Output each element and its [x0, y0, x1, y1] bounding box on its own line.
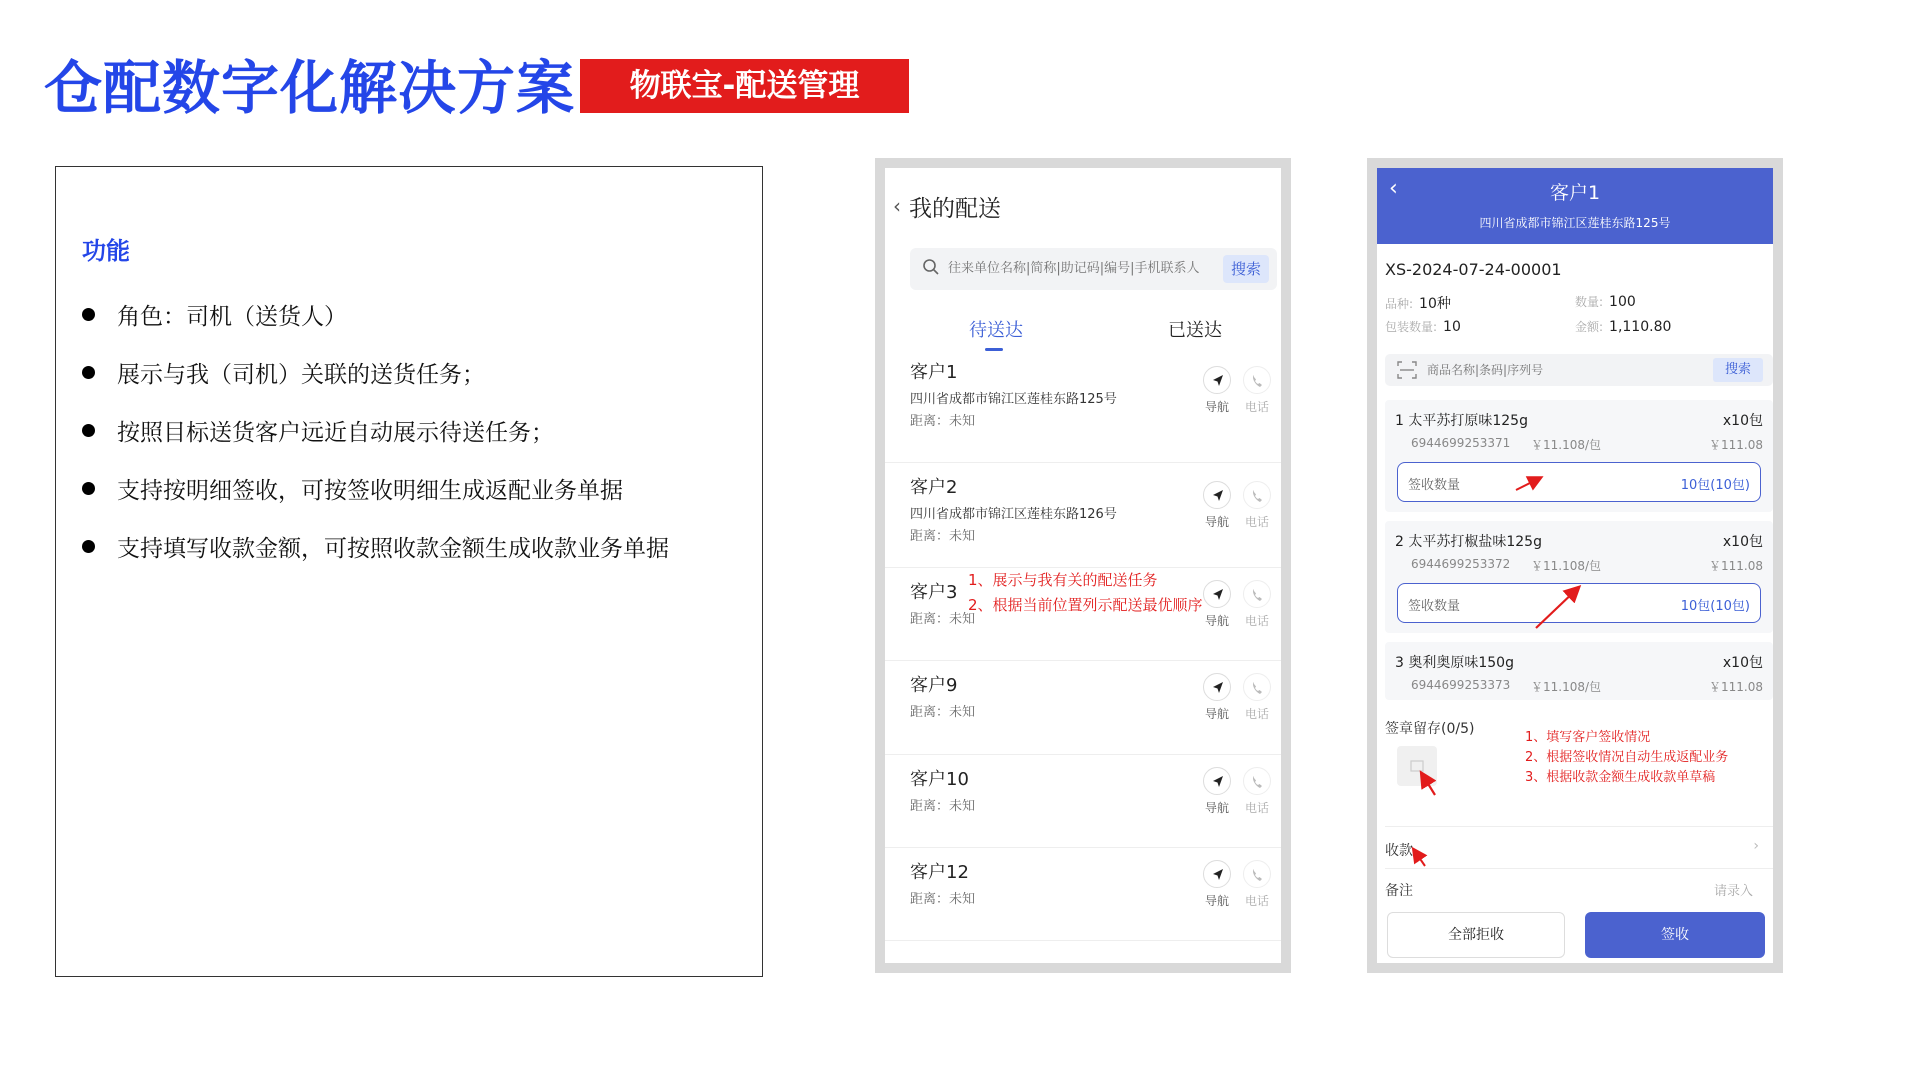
- navigate-label: 导航: [1204, 614, 1229, 628]
- call-label: 电话: [1244, 894, 1269, 908]
- customer-distance: 距离：未知: [910, 414, 976, 429]
- order-number: XS-2024-07-24-00001: [1385, 260, 1562, 279]
- chevron-left-icon[interactable]: ‹: [893, 194, 901, 218]
- feature-item: 角色：司机（送货人）: [82, 285, 669, 343]
- meta-pack: 包装数量: 10: [1385, 319, 1461, 335]
- page-title: 仓配数字化解决方案: [44, 54, 576, 122]
- meta-quantity: 数量: 100: [1575, 294, 1636, 310]
- navigate-label: 导航: [1204, 801, 1229, 815]
- customer-name: 客户2: [910, 477, 958, 498]
- call-label: 电话: [1244, 515, 1269, 529]
- remark-input[interactable]: 请录入: [1713, 884, 1753, 899]
- customer-distance: 距离：未知: [910, 612, 976, 627]
- product-row: 2 太平苏打椒盐味125g x10包 6944699253372 ￥11.108/包 ￥111.08 签收数量 10包(10包): [1385, 521, 1773, 633]
- navigate-label: 导航: [1204, 707, 1229, 721]
- product-row: 3 奥利奥原味150g x10包 6944699253373 ￥11.108/包 ￥111.08: [1385, 642, 1773, 700]
- list-title: 我的配送: [909, 196, 1001, 222]
- feature-item: 支持按明细签收，可按签收明细生成返配业务单据: [82, 459, 669, 517]
- customer-name: 客户10: [910, 769, 969, 790]
- customer-address: 四川省成都市锦江区莲桂东路125号: [910, 392, 1117, 407]
- chevron-right-icon[interactable]: ›: [1753, 838, 1759, 854]
- call-label: 电话: [1244, 707, 1269, 721]
- product-row: 1 太平苏打原味125g x10包 6944699253371 ￥11.108/包 ￥111.08 签收数量 10包(10包): [1385, 400, 1773, 512]
- payment-label[interactable]: 收款: [1385, 843, 1413, 859]
- chevron-left-icon[interactable]: ‹: [1389, 176, 1398, 201]
- product-search-button[interactable]: 搜索: [1713, 358, 1763, 382]
- customer-distance: 距离：未知: [910, 529, 976, 544]
- customer-name: 客户3: [910, 582, 958, 603]
- call-label: 电话: [1244, 614, 1269, 628]
- sign-quantity-field[interactable]: 签收数量 10包(10包): [1397, 462, 1761, 502]
- navigate-label: 导航: [1204, 894, 1229, 908]
- annotation-arrow: [1414, 850, 1425, 866]
- detail-customer-name: 客户1: [1549, 182, 1601, 204]
- search-button[interactable]: 搜索: [1223, 255, 1269, 283]
- customer-address: 四川省成都市锦江区莲桂东路126号: [910, 507, 1117, 522]
- sign-button[interactable]: 签收: [1585, 912, 1765, 958]
- sign-quantity-field[interactable]: 签收数量 10包(10包): [1397, 583, 1761, 623]
- signature-label: 签章留存(0/5): [1385, 721, 1475, 737]
- customer-name: 客户9: [910, 675, 958, 696]
- meta-amount: 金额: 1,110.80: [1575, 319, 1672, 335]
- customer-distance: 距离：未知: [910, 799, 976, 814]
- customer-distance: 距离：未知: [910, 892, 976, 907]
- reject-all-button[interactable]: 全部拒收: [1387, 912, 1565, 958]
- navigate-label: 导航: [1204, 515, 1229, 529]
- remark-label: 备注: [1385, 883, 1413, 899]
- navigate-label: 导航: [1204, 400, 1229, 414]
- list-annotation: 1、展示与我有关的配送任务 2、根据当前位置列示配送最优顺序: [968, 571, 1203, 614]
- feature-item: 支持填写收款金额，可按照收款金额生成收款业务单据: [82, 517, 669, 575]
- feature-heading: 功能: [82, 237, 130, 265]
- call-label: 电话: [1244, 801, 1269, 815]
- feature-item: 按照目标送货客户远近自动展示待送任务；: [82, 401, 669, 459]
- detail-customer-address: 四川省成都市锦江区莲桂东路125号: [1479, 216, 1671, 230]
- tab-pending[interactable]: 待送达: [969, 320, 1023, 341]
- feature-item: 展示与我（司机）关联的送货任务；: [82, 343, 669, 401]
- detail-annotation: 1、填写客户签收情况 2、根据签收情况自动生成返配业务 3、根据收款金额生成收款单草稿: [1525, 730, 1729, 785]
- annotation-arrow: [1516, 478, 1540, 490]
- title-badge: 物联宝-配送管理: [580, 59, 909, 113]
- annotation-arrow: [1422, 774, 1435, 795]
- meta-variety: 品种: 10种: [1385, 296, 1451, 312]
- customer-name: 客户1: [910, 362, 958, 383]
- tab-delivered[interactable]: 已送达: [1168, 320, 1222, 341]
- customer-distance: 距离：未知: [910, 705, 976, 720]
- customer-name: 客户12: [910, 862, 969, 883]
- call-label: 电话: [1244, 400, 1269, 414]
- annotation-arrow: [1536, 588, 1578, 628]
